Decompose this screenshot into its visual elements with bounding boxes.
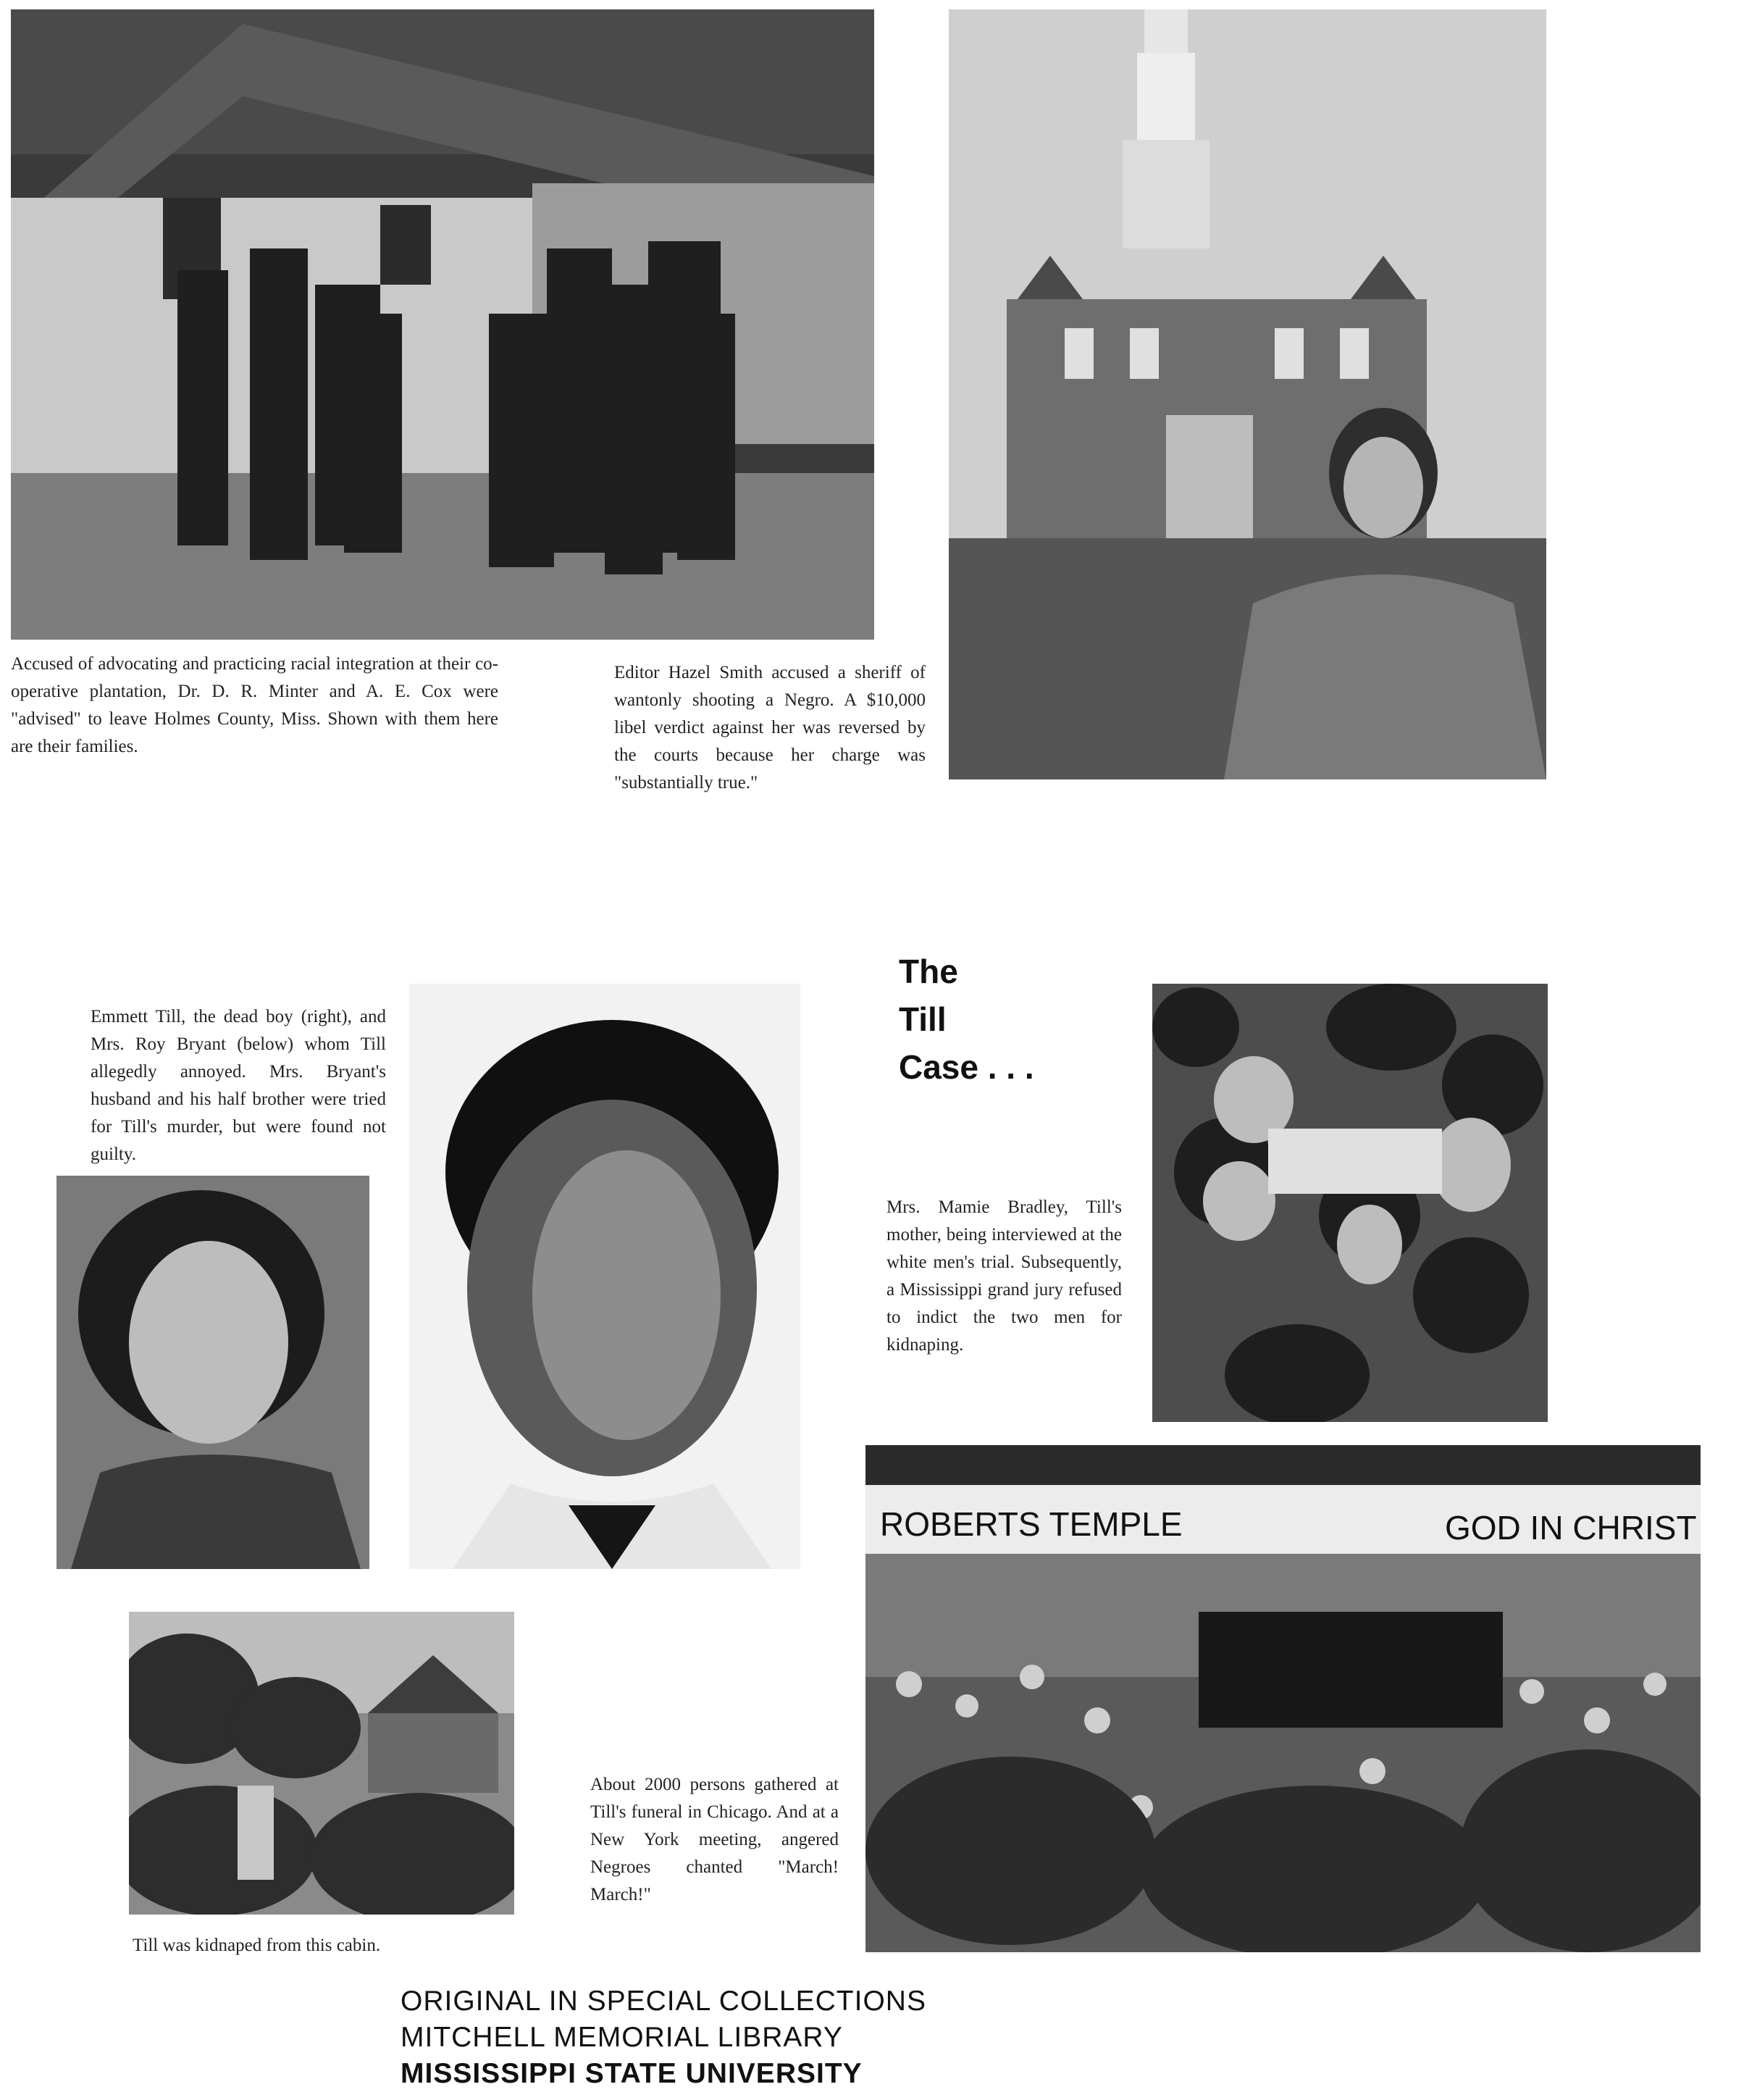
cabin-caption: Till was kidnaped from this cabin.: [133, 1936, 381, 1955]
section-title-line-2: Till: [899, 1000, 947, 1038]
till-portrait-photo: [409, 984, 800, 1569]
bradley-interview-photo: [1152, 984, 1548, 1422]
stamp-line-3: MISSISSIPPI STATE UNIVERSITY: [401, 2058, 863, 2089]
funeral-caption: About 2000 persons gathered at Till's funeral in Chicago. And at a New York meeting, angered Negroes chanted "March! March!": [590, 1775, 839, 1904]
stamp-line-2: MITCHELL MEMORIAL LIBRARY: [401, 2022, 843, 2053]
funeral-sign-right: GOD IN CHRIST: [1445, 1509, 1697, 1547]
families-caption: Accused of advocating and practicing racial integration at their co-operative plantation, Dr. D. R. Minter and A. E. Cox were "advised" to leave Holmes County, Miss. Shown with them here are their families.: [11, 654, 498, 756]
library-stamp: [401, 1983, 926, 2092]
section-title: [899, 947, 1034, 1091]
till-intro-caption: Emmett Till, the dead boy (right), and Mrs. Roy Bryant (below) whom Till allegedly annoyed. Mrs. Bryant's husband and his half brother were tried for Till's murder, but were found not guilty.: [91, 1007, 386, 1164]
funeral-crowd-photo: [865, 1445, 1701, 1952]
hazel-smith-caption: Editor Hazel Smith accused a sheriff of wantonly shooting a Negro. A $10,000 libel verdict against her was reversed by the courts because her charge was "substantially true.": [614, 663, 926, 792]
bradley-caption: Mrs. Mamie Bradley, Till's mother, being interviewed at the white men's trial. Subsequently, a Mississippi grand jury refused to indict the two men for kidnaping.: [886, 1197, 1122, 1355]
cabin-photo: [129, 1612, 514, 1915]
section-title-line-3: Case . . .: [899, 1048, 1034, 1086]
funeral-sign-left: ROBERTS TEMPLE: [880, 1505, 1183, 1543]
stamp-line-1: ORIGINAL IN SPECIAL COLLECTIONS: [401, 1986, 926, 2017]
families-photo: [11, 9, 874, 640]
courthouse-photo: [949, 9, 1546, 779]
section-title-line-1: The: [899, 953, 958, 990]
bryant-portrait-photo: [56, 1176, 369, 1569]
